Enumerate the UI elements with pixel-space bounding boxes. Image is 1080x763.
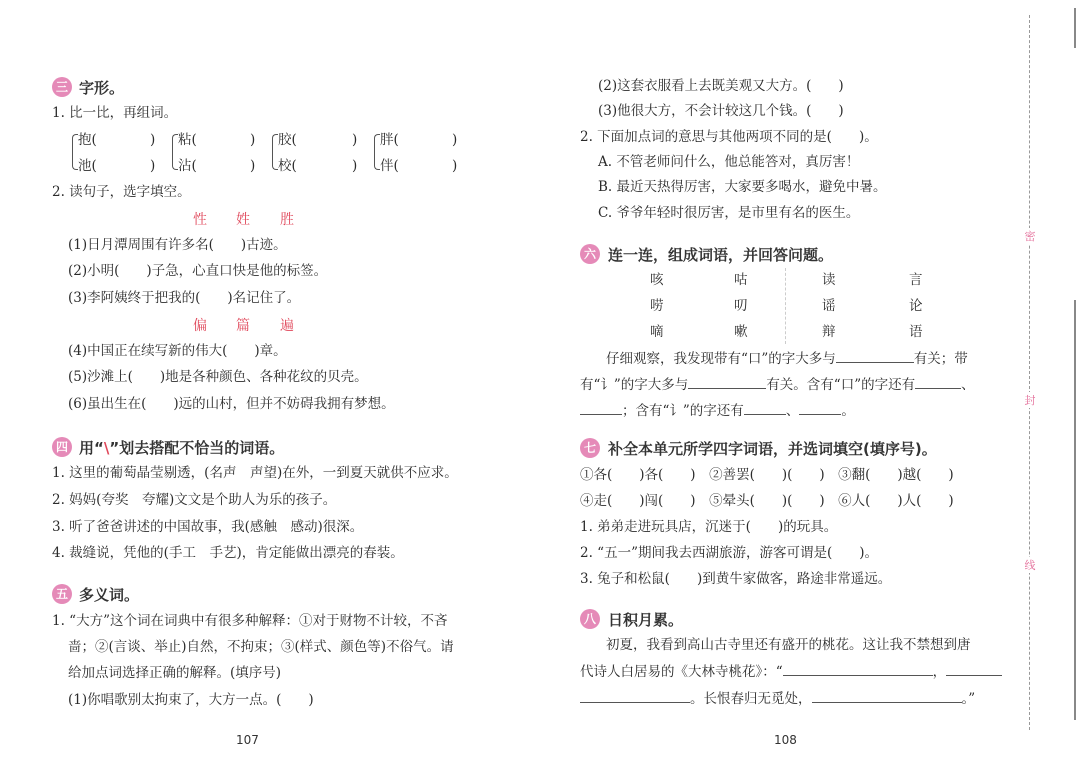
match-char: 辩 bbox=[822, 324, 836, 340]
idiom-row-2: ④走( )闯( ) ⑤晕头( )( ) ⑥人( )人( ) bbox=[580, 493, 954, 509]
pair-2a: 粘( bbox=[178, 132, 197, 148]
polysemy-line-6: (3)他很大方，不会计较这几个钱。( ) bbox=[598, 103, 844, 119]
section-title-5: 多义词。 bbox=[79, 586, 140, 604]
section-badge-7: 七 bbox=[580, 438, 600, 458]
section-badge-4: 四 bbox=[52, 437, 72, 457]
item-3: 3. 听了爸爸讲述的中国故事，我(感触 感动)很深。 bbox=[52, 519, 364, 535]
pair-3a: 胶( bbox=[278, 132, 297, 148]
seal-char: 密 bbox=[1022, 228, 1038, 244]
text: 、 bbox=[961, 377, 975, 393]
text: 有关；带 bbox=[913, 351, 968, 367]
match-char: 言 bbox=[909, 272, 923, 288]
sentence-1: (1)日月潭周围有许多名( )古迹。 bbox=[68, 237, 287, 253]
text: 。” bbox=[961, 691, 976, 707]
section-title-7: 补全本单元所学四字词语，并选词填空(填序号)。 bbox=[608, 440, 937, 458]
paren-close: ) bbox=[150, 132, 156, 148]
choice-char: 姓 bbox=[236, 212, 250, 228]
match-char: 咕 bbox=[734, 272, 748, 288]
left-page bbox=[0, 0, 500, 763]
fill-blank[interactable] bbox=[744, 400, 786, 415]
text: 有“讠”的字大多与 bbox=[580, 377, 689, 393]
text: 有关。含有“口”的字还有 bbox=[766, 377, 916, 393]
observe-line-3 bbox=[580, 400, 855, 421]
sentence-6: (6)虽出生在( )远的山村，但并不妨碍我拥有梦想。 bbox=[68, 396, 395, 412]
title-part: 用“ bbox=[79, 439, 104, 457]
option-b: B. 最近天热得厉害，大家要多喝水，避免中暑。 bbox=[598, 179, 887, 195]
sentence-3: (3)李阿姨终于把我的( )名记住了。 bbox=[68, 290, 301, 306]
edge-mark bbox=[1074, 8, 1076, 48]
sentence-5: (5)沙滩上( )地是各种颜色、各种花纹的贝壳。 bbox=[68, 369, 368, 385]
pair-4a: 胖( bbox=[380, 132, 399, 148]
item-4: 4. 裁缝说，凭他的(手工 手艺)，肯定能做出漂亮的春装。 bbox=[52, 545, 404, 561]
accumulate-line-2 bbox=[580, 661, 1002, 682]
choice-char: 性 bbox=[193, 212, 207, 228]
question-1: 1. 比一比，再组词。 bbox=[52, 105, 178, 121]
item-1: 1. 这里的葡萄晶莹剔透，(名声 声望)在外，一到夏天就供不应求。 bbox=[52, 465, 458, 481]
polysemy-line-5: (2)这套衣服看上去既美观又大方。( ) bbox=[598, 78, 844, 94]
match-char: 读 bbox=[822, 272, 836, 288]
poem-blank[interactable] bbox=[783, 661, 933, 676]
poem-blank[interactable] bbox=[946, 661, 1002, 676]
section-title-8: 日积月累。 bbox=[608, 611, 684, 629]
observe-line-1 bbox=[606, 348, 968, 369]
poem-blank[interactable] bbox=[580, 688, 690, 703]
section-badge-6: 六 bbox=[580, 244, 600, 264]
match-char: 唠 bbox=[650, 298, 664, 314]
pair-1b: 池( bbox=[78, 158, 97, 174]
section-badge-3: 三 bbox=[52, 77, 72, 97]
idiom-row-1: ①各( )各( ) ②善罢( )( ) ③翻( )越( ) bbox=[580, 467, 954, 483]
fill-blank[interactable] bbox=[580, 400, 622, 415]
match-char: 咳 bbox=[650, 272, 664, 288]
seal-char: 线 bbox=[1022, 557, 1038, 573]
pair-2b: 沾( bbox=[178, 158, 197, 174]
section-title-3: 字形。 bbox=[79, 79, 125, 97]
divider bbox=[785, 268, 786, 344]
paren-close: ) bbox=[452, 132, 458, 148]
polysemy-line-1: 1. “大方”这个词在词典中有很多种解释：①对于财物不计较，不吝 bbox=[52, 613, 448, 629]
pair-4b: 伴( bbox=[380, 158, 399, 174]
sentence-2: (2)小明( )子急，心直口快是他的标签。 bbox=[68, 263, 328, 279]
slash-mark: \ bbox=[103, 439, 110, 457]
choice-char: 胜 bbox=[280, 212, 294, 228]
fill-blank[interactable] bbox=[915, 374, 961, 389]
right-page bbox=[540, 0, 1040, 763]
paren-close: ) bbox=[352, 158, 358, 174]
text: ， bbox=[932, 664, 947, 680]
text: 。 bbox=[841, 403, 855, 419]
question-2: 2. 下面加点词的意思与其他两项不同的是( )。 bbox=[580, 129, 878, 145]
section-badge-5: 五 bbox=[52, 584, 72, 604]
polysemy-line-2: 啬；②(言谈、举止)自然，不拘束；③(样式、颜色等)不俗气。请 bbox=[68, 639, 454, 655]
match-char: 论 bbox=[909, 298, 923, 314]
fill-blank[interactable] bbox=[688, 374, 766, 389]
pair-3b: 校( bbox=[278, 158, 297, 174]
binding-line bbox=[1029, 15, 1030, 730]
polysemy-line-3: 给加点词选择正确的解释。(填序号) bbox=[68, 665, 282, 681]
section-title-4 bbox=[79, 437, 284, 458]
item-2: 2. 妈妈(夸奖 夸耀)文文是个助人为乐的孩子。 bbox=[52, 492, 337, 508]
poem-blank[interactable] bbox=[812, 688, 962, 703]
match-char: 谣 bbox=[822, 298, 836, 314]
pair-1a: 抱( bbox=[78, 132, 97, 148]
question-2: 2. 读句子，选字填空。 bbox=[52, 184, 191, 200]
fill-3: 3. 兔子和松鼠( )到黄牛家做客，路途非常遥远。 bbox=[580, 571, 892, 587]
choice-char: 篇 bbox=[236, 318, 250, 334]
text: 代诗人白居易的《大林寺桃花》：“ bbox=[580, 664, 783, 680]
paren-close: ) bbox=[352, 132, 358, 148]
section-title-6: 连一连，组成词语，并回答问题。 bbox=[608, 246, 834, 264]
text: ；含有“讠”的字还有 bbox=[622, 403, 744, 419]
match-char: 叨 bbox=[734, 298, 748, 314]
paren-close: ) bbox=[250, 158, 256, 174]
fill-2: 2. “五一”期间我去西湖旅游，游客可谓是( )。 bbox=[580, 545, 879, 561]
fill-blank[interactable] bbox=[799, 400, 841, 415]
paren-close: ) bbox=[150, 158, 156, 174]
paren-close: ) bbox=[452, 158, 458, 174]
text: 、 bbox=[785, 403, 800, 419]
match-char: 语 bbox=[909, 324, 923, 340]
page-number: 107 bbox=[236, 733, 259, 747]
text: 仔细观察，我发现带有“口”的字大多与 bbox=[606, 351, 836, 367]
title-part: ”划去搭配不恰当的词语。 bbox=[109, 439, 285, 457]
observe-line-2 bbox=[580, 374, 975, 395]
paren-close: ) bbox=[250, 132, 256, 148]
edge-mark bbox=[1074, 300, 1076, 720]
option-c: C. 爷爷年轻时很厉害，是市里有名的医生。 bbox=[598, 205, 860, 221]
page-number: 108 bbox=[774, 733, 797, 747]
accumulate-line-1: 初夏，我看到高山古寺里还有盛开的桃花。这让我不禁想到唐 bbox=[606, 637, 971, 653]
polysemy-line-4: (1)你唱歌别太拘束了，大方一点。( ) bbox=[68, 692, 314, 708]
sentence-4: (4)中国正在续写新的伟大( )章。 bbox=[68, 343, 287, 359]
match-char: 嗽 bbox=[734, 324, 748, 340]
fill-1: 1. 弟弟走进玩具店，沉迷于( )的玩具。 bbox=[580, 519, 838, 535]
choice-char: 偏 bbox=[193, 318, 207, 334]
section-badge-8: 八 bbox=[580, 609, 600, 629]
match-char: 嘀 bbox=[650, 324, 664, 340]
fill-blank[interactable] bbox=[836, 348, 914, 363]
option-a: A. 不管老师问什么，他总能答对，真厉害！ bbox=[598, 154, 860, 170]
accumulate-line-3 bbox=[580, 688, 975, 709]
choice-char: 遍 bbox=[280, 318, 294, 334]
seal-char: 封 bbox=[1022, 392, 1038, 408]
text: 。长恨春归无觅处， bbox=[690, 691, 812, 707]
